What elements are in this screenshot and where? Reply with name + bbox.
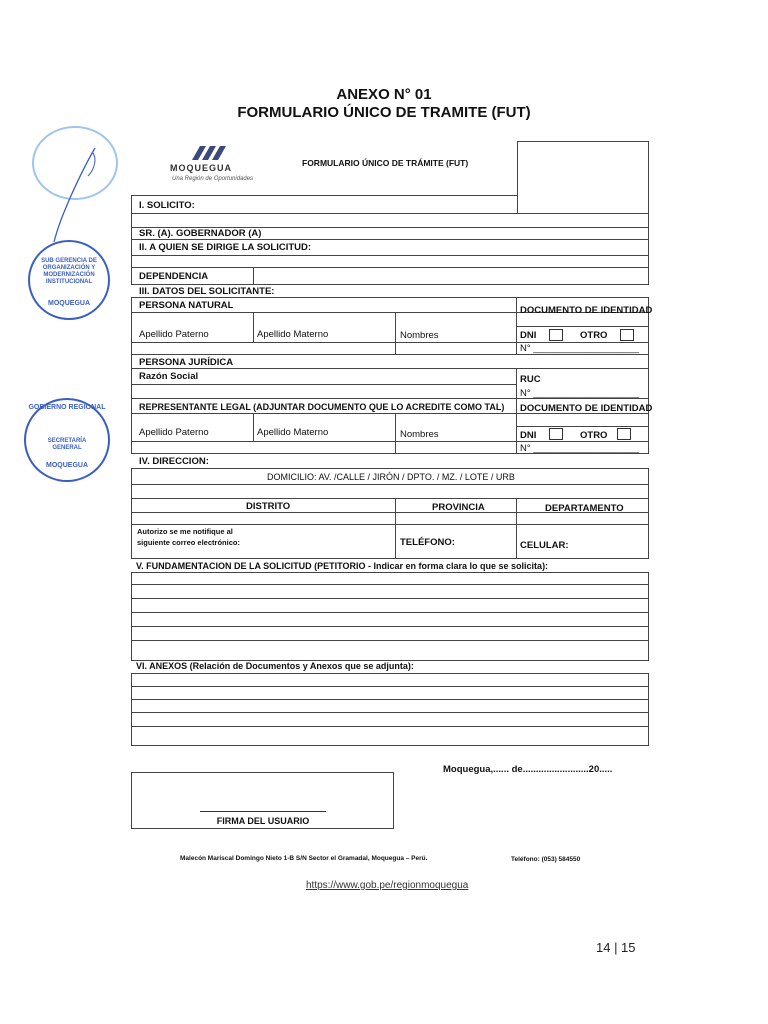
label-apellido-materno-2: Apellido Materno [257, 427, 329, 438]
footer-phone: Teléfono: (053) 584550 [511, 856, 581, 863]
signature-line [200, 811, 326, 812]
otro-checkbox-2[interactable] [617, 428, 631, 440]
fecha-line[interactable]: Moquegua,...... de.........................20..... [443, 764, 613, 775]
label-dni-2: DNI [520, 430, 537, 441]
otro-checkbox[interactable] [620, 329, 634, 341]
stamp-inner-text: SUB GERENCIA DE ORGANIZACIÓN Y MODERNIZACIÓN INSTITUCIONAL [41, 258, 97, 285]
label-distrito: DISTRITO [246, 501, 291, 512]
section-fundamentacion: V. FUNDAMENTACION DE LA SOLICITUD (PETITORIO - Indicar en forma clara lo que se solicita): [136, 561, 549, 571]
label-departamento: DEPARTAMENTO [545, 503, 624, 514]
section-direccion: IV. DIRECCION: [139, 456, 209, 467]
label-apellido-paterno-2: Apellido Paterno [139, 427, 209, 438]
label-autorizo-1: Autorizo se me notifique al [137, 527, 233, 536]
stamp-bottom-text: MOQUEGUA [48, 300, 90, 307]
label-otro: OTRO [580, 330, 608, 341]
label-nombres: Nombres [400, 330, 439, 341]
label-provincia: PROVINCIA [432, 502, 485, 513]
label-persona-juridica: PERSONA JURÍDICA [139, 357, 234, 368]
form-grid [131, 0, 649, 760]
label-apellido-materno: Apellido Materno [257, 329, 329, 340]
stamp-ring-text: GOBIERNO REGIONAL [28, 404, 106, 411]
signature-scribble [40, 140, 110, 250]
signature-box[interactable] [131, 772, 394, 829]
label-nombres-2: Nombres [400, 429, 439, 440]
secretaria-stamp [24, 398, 110, 482]
label-apellido-paterno: Apellido Paterno [139, 329, 209, 340]
label-otro-2: OTRO [580, 430, 608, 441]
stamp-moquegua-text: MOQUEGUA [46, 462, 88, 469]
label-documento-identidad-2: DOCUMENTO DE IDENTIDAD [520, 403, 653, 414]
label-dependencia: DEPENDENCIA [139, 271, 209, 282]
logo-tagline: Una Región de Oportunidades [172, 176, 254, 182]
section-solicito: I. SOLICITO: [139, 200, 195, 211]
footer-url-link[interactable]: https://www.gob.pe/regionmoquegua [306, 880, 469, 891]
label-ruc: RUC [520, 374, 541, 385]
firma-label: FIRMA DEL USUARIO [216, 816, 310, 826]
section-dirige: II. A QUIEN SE DIRIGE LA SOLICITUD: [139, 242, 312, 253]
label-persona-natural: PERSONA NATURAL [139, 300, 234, 311]
dni-number-field[interactable]: N° ____________________ [520, 343, 639, 354]
label-documento-identidad: DOCUMENTO DE IDENTIDAD [520, 305, 653, 316]
label-celular: CELULAR: [520, 540, 569, 551]
page-number: 14 | 15 [596, 940, 636, 955]
dni-checkbox[interactable] [549, 329, 563, 341]
dni-checkbox-2[interactable] [549, 428, 563, 440]
section-anexos: VI. ANEXOS (Relación de Documentos y Anexos que se adjunta): [136, 661, 414, 671]
dni-number-field-2[interactable]: N° ____________________ [520, 443, 639, 454]
label-telefono: TELÉFONO: [400, 537, 455, 548]
label-representante: REPRESENTANTE LEGAL (ADJUNTAR DOCUMENTO QUE LO ACREDITE COMO TAL) [139, 402, 505, 412]
gobierno-regional-stamp [28, 240, 110, 320]
footer-address: Malecón Mariscal Domingo Nieto 1-B S/N Sector el Gramadal, Moquegua – Perú. [180, 855, 428, 862]
stamp-secretaria-text: SECRETARÍA GENERAL [47, 438, 87, 451]
label-gobernador: SR. (A). GOBERNADOR (A) [139, 228, 262, 239]
logo-name: MOQUEGUA [170, 163, 232, 173]
fut-title: FORMULARIO ÚNICO DE TRAMITE (FUT) [237, 104, 531, 121]
label-autorizo-2: siguiente correo electrónico: [137, 538, 240, 547]
label-dni: DNI [520, 330, 537, 341]
section-datos: III. DATOS DEL SOLICITANTE: [139, 286, 275, 297]
form-header: FORMULARIO ÚNICO DE TRÁMITE (FUT) [302, 158, 469, 168]
label-domicilio: DOMICILIO: AV. /CALLE / JIRÓN / DPTO. / MZ. / LOTE / URB [267, 472, 515, 482]
label-razon-social: Razón Social [139, 371, 199, 382]
ruc-number-field[interactable]: N° ____________________ [520, 388, 639, 399]
anexo-title: ANEXO N° 01 [336, 86, 432, 103]
